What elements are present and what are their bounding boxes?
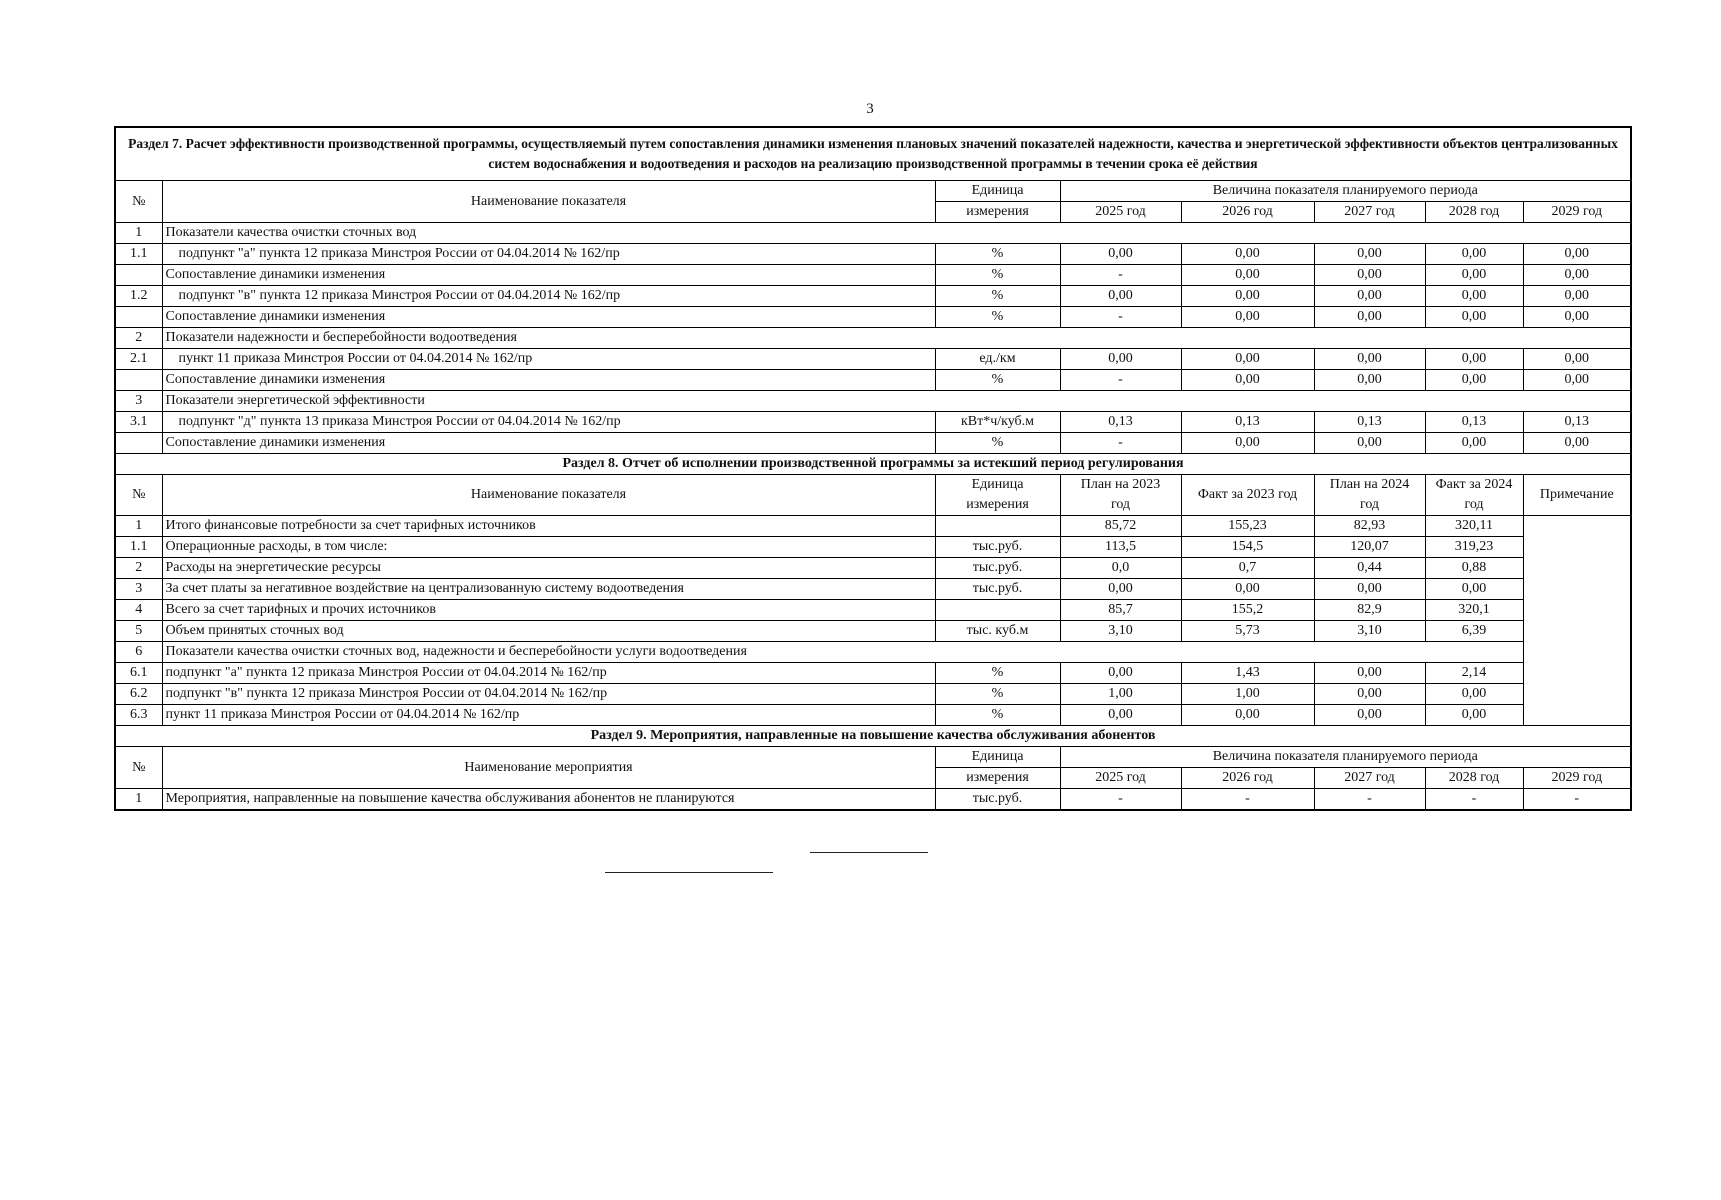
value-cell: 0,00 bbox=[1060, 286, 1181, 307]
unit-cell: % bbox=[935, 705, 1060, 726]
plan-2023-header bbox=[1060, 475, 1181, 516]
col-name-header: Наименование показателя bbox=[162, 475, 935, 516]
row-number: 2 bbox=[115, 328, 162, 349]
indicator-name: Сопоставление динамики изменения bbox=[162, 265, 935, 286]
value-cell: 0,13 bbox=[1425, 412, 1523, 433]
row-number bbox=[115, 433, 162, 454]
row-number bbox=[115, 307, 162, 328]
year-header: 2026 год bbox=[1181, 768, 1314, 789]
unit-header-line1: Единица bbox=[971, 477, 1024, 492]
table-row bbox=[115, 537, 1631, 558]
value-cell: 0,00 bbox=[1523, 433, 1631, 454]
value-cell: 0,00 bbox=[1060, 579, 1181, 600]
page-number: 3 bbox=[866, 101, 874, 117]
year-header: 2025 год bbox=[1060, 768, 1181, 789]
indicator-name: подпункт "а" пункта 12 приказа Минстроя России от 04.04.2014 № 162/пр bbox=[162, 244, 935, 265]
table-row bbox=[115, 600, 1631, 621]
table-row bbox=[115, 621, 1631, 642]
plan-2024-header-line1: План на 2024 bbox=[1329, 477, 1410, 492]
value-cell: 0,00 bbox=[1314, 244, 1425, 265]
year-header: 2025 год bbox=[1060, 202, 1181, 223]
value-cell: 0,00 bbox=[1181, 244, 1314, 265]
value-cell: 0,00 bbox=[1425, 433, 1523, 454]
value-cell: 0,00 bbox=[1314, 370, 1425, 391]
value-cell: 1,00 bbox=[1060, 684, 1181, 705]
table-row bbox=[115, 705, 1631, 726]
unit-cell: % bbox=[935, 663, 1060, 684]
table-row bbox=[115, 370, 1631, 391]
value-cell: 1,43 bbox=[1181, 663, 1314, 684]
col-period-header: Величина показателя планируемого периода bbox=[1060, 181, 1631, 202]
indicator-name: За счет платы за негативное воздействие на централизованную систему водоотведения bbox=[162, 579, 935, 600]
fact-2023-header: Факт за 2023 год bbox=[1181, 475, 1314, 516]
unit-cell bbox=[935, 600, 1060, 621]
unit-cell: кВт*ч/куб.м bbox=[935, 412, 1060, 433]
unit-cell: % bbox=[935, 433, 1060, 454]
value-cell: 120,07 bbox=[1314, 537, 1425, 558]
col-unit-header-line2: измерения bbox=[935, 202, 1060, 223]
value-cell: 0,00 bbox=[1523, 265, 1631, 286]
year-header: 2029 год bbox=[1523, 202, 1631, 223]
section7-rows bbox=[115, 223, 1631, 454]
value-cell: 0,00 bbox=[1425, 370, 1523, 391]
value-cell: 0,00 bbox=[1314, 684, 1425, 705]
table-row bbox=[115, 265, 1631, 286]
indicator-name: Всего за счет тарифных и прочих источников bbox=[162, 600, 935, 621]
group-name: Показатели качества очистки сточных вод, надежности и бесперебойности услуги водоотведения bbox=[162, 642, 1523, 663]
row-number: 6.1 bbox=[115, 663, 162, 684]
plan-2024-header-line2: год bbox=[1359, 497, 1380, 512]
table-row bbox=[115, 789, 1631, 811]
value-cell: - bbox=[1181, 789, 1314, 811]
value-cell: 82,93 bbox=[1314, 516, 1425, 537]
value-cell: 0,13 bbox=[1523, 412, 1631, 433]
unit-cell: тыс.руб. bbox=[935, 558, 1060, 579]
plan-2024-header bbox=[1314, 475, 1425, 516]
note-header: Примечание bbox=[1523, 475, 1631, 516]
row-number: 6.2 bbox=[115, 684, 162, 705]
col-period-header: Величина показателя планируемого периода bbox=[1060, 747, 1631, 768]
unit-cell: % bbox=[935, 370, 1060, 391]
value-cell: 0,00 bbox=[1181, 370, 1314, 391]
group-name: Показатели качества очистки сточных вод bbox=[162, 223, 1631, 244]
row-number: 1 bbox=[115, 223, 162, 244]
section9-title: Раздел 9. Мероприятия, направленные на повышение качества обслуживания абонентов bbox=[115, 726, 1631, 747]
value-cell: 0,00 bbox=[1181, 349, 1314, 370]
value-cell: 320,11 bbox=[1425, 516, 1523, 537]
value-cell: 0,00 bbox=[1425, 244, 1523, 265]
section8 bbox=[115, 454, 1631, 516]
col-unit-header-line1: Единица bbox=[935, 181, 1060, 202]
table-row bbox=[115, 349, 1631, 370]
row-number: 3 bbox=[115, 391, 162, 412]
indicator-name: подпункт "а" пункта 12 приказа Минстроя России от 04.04.2014 № 162/пр bbox=[162, 663, 935, 684]
row-number: 1.1 bbox=[115, 244, 162, 265]
group-name: Показатели энергетической эффективности bbox=[162, 391, 1631, 412]
value-cell: 113,5 bbox=[1060, 537, 1181, 558]
value-cell: 5,73 bbox=[1181, 621, 1314, 642]
section9-rows bbox=[115, 789, 1631, 811]
table-row bbox=[115, 433, 1631, 454]
year-header: 2029 год bbox=[1523, 768, 1631, 789]
table-row bbox=[115, 516, 1631, 537]
value-cell: - bbox=[1060, 789, 1181, 811]
year-header: 2028 год bbox=[1425, 202, 1523, 223]
section8-rows bbox=[115, 516, 1631, 726]
value-cell: 0,13 bbox=[1314, 412, 1425, 433]
indicator-name: подпункт "д" пункта 13 приказа Минстроя России от 04.04.2014 № 162/пр bbox=[162, 412, 935, 433]
table-row bbox=[115, 391, 1631, 412]
table-row bbox=[115, 244, 1631, 265]
value-cell: - bbox=[1523, 789, 1631, 811]
value-cell: 0,88 bbox=[1425, 558, 1523, 579]
value-cell: 0,00 bbox=[1425, 265, 1523, 286]
value-cell: 0,00 bbox=[1314, 579, 1425, 600]
value-cell: - bbox=[1060, 370, 1181, 391]
value-cell: 0,00 bbox=[1181, 433, 1314, 454]
table-row bbox=[115, 558, 1631, 579]
value-cell: 0,00 bbox=[1060, 244, 1181, 265]
year-header: 2028 год bbox=[1425, 768, 1523, 789]
row-number: 1 bbox=[115, 789, 162, 811]
separator-line bbox=[810, 852, 928, 853]
unit-cell: ед./км bbox=[935, 349, 1060, 370]
indicator-name: подпункт "в" пункта 12 приказа Минстроя России от 04.04.2014 № 162/пр bbox=[162, 684, 935, 705]
value-cell: 0,00 bbox=[1523, 286, 1631, 307]
row-number: 4 bbox=[115, 600, 162, 621]
value-cell: 0,00 bbox=[1425, 705, 1523, 726]
table-row bbox=[115, 684, 1631, 705]
year-header: 2027 год bbox=[1314, 768, 1425, 789]
value-cell: - bbox=[1060, 307, 1181, 328]
section9 bbox=[115, 726, 1631, 789]
indicator-name: Объем принятых сточных вод bbox=[162, 621, 935, 642]
row-number: 3.1 bbox=[115, 412, 162, 433]
col-no-header: № bbox=[115, 181, 162, 223]
value-cell: 0,7 bbox=[1181, 558, 1314, 579]
indicator-name: Сопоставление динамики изменения bbox=[162, 433, 935, 454]
row-number: 1.1 bbox=[115, 537, 162, 558]
row-number: 2 bbox=[115, 558, 162, 579]
unit-cell: % bbox=[935, 265, 1060, 286]
value-cell: 319,23 bbox=[1425, 537, 1523, 558]
table-row bbox=[115, 663, 1631, 684]
row-number bbox=[115, 265, 162, 286]
value-cell: 0,00 bbox=[1523, 244, 1631, 265]
separator-line bbox=[605, 872, 773, 873]
indicator-name: Сопоставление динамики изменения bbox=[162, 370, 935, 391]
value-cell: 0,00 bbox=[1425, 684, 1523, 705]
value-cell: 3,10 bbox=[1314, 621, 1425, 642]
value-cell: 3,10 bbox=[1060, 621, 1181, 642]
unit-cell: тыс.руб. bbox=[935, 579, 1060, 600]
document-table bbox=[114, 126, 1632, 811]
value-cell: 1,00 bbox=[1181, 684, 1314, 705]
indicator-name: Операционные расходы, в том числе: bbox=[162, 537, 935, 558]
value-cell: 0,00 bbox=[1181, 579, 1314, 600]
row-number: 2.1 bbox=[115, 349, 162, 370]
unit-cell: тыс.руб. bbox=[935, 537, 1060, 558]
col-name-header: Наименование мероприятия bbox=[162, 747, 935, 789]
value-cell: - bbox=[1060, 265, 1181, 286]
value-cell: 0,00 bbox=[1314, 705, 1425, 726]
row-number: 1 bbox=[115, 516, 162, 537]
fact-2024-header-line2: год bbox=[1464, 497, 1484, 512]
unit-cell: % bbox=[935, 286, 1060, 307]
value-cell: 0,44 bbox=[1314, 558, 1425, 579]
value-cell: 0,00 bbox=[1523, 307, 1631, 328]
section7-title: Раздел 7. Расчет эффективности производственной программы, осуществляемый путем сопоставления динамики изменения плановых значений показателей надежности, качества и энергетической эффективности объектов централизованных систем водоснабжения и водоотведения и расходов на реализацию производственной программы в течении срока её действия bbox=[115, 127, 1631, 181]
year-header: 2027 год bbox=[1314, 202, 1425, 223]
value-cell: 0,00 bbox=[1523, 370, 1631, 391]
value-cell: 0,00 bbox=[1181, 265, 1314, 286]
indicator-name: пункт 11 приказа Минстроя России от 04.04.2014 № 162/пр bbox=[162, 349, 935, 370]
row-number bbox=[115, 370, 162, 391]
table-row bbox=[115, 579, 1631, 600]
unit-cell: % bbox=[935, 244, 1060, 265]
row-number: 6.3 bbox=[115, 705, 162, 726]
fact-2024-header-line1: Факт за 2024 bbox=[1435, 477, 1513, 492]
row-number: 6 bbox=[115, 642, 162, 663]
value-cell: 0,00 bbox=[1314, 265, 1425, 286]
value-cell: 0,00 bbox=[1314, 349, 1425, 370]
value-cell: 0,00 bbox=[1425, 349, 1523, 370]
value-cell: 0,00 bbox=[1314, 433, 1425, 454]
value-cell: 0,0 bbox=[1060, 558, 1181, 579]
value-cell: 0,00 bbox=[1060, 349, 1181, 370]
table-row bbox=[115, 286, 1631, 307]
indicator-name: Сопоставление динамики изменения bbox=[162, 307, 935, 328]
value-cell: 0,00 bbox=[1425, 579, 1523, 600]
value-cell: - bbox=[1425, 789, 1523, 811]
value-cell: - bbox=[1314, 789, 1425, 811]
col-unit-header bbox=[935, 475, 1060, 516]
value-cell: 0,00 bbox=[1181, 307, 1314, 328]
value-cell: 0,13 bbox=[1181, 412, 1314, 433]
col-no-header: № bbox=[115, 475, 162, 516]
value-cell: - bbox=[1060, 433, 1181, 454]
table-row bbox=[115, 223, 1631, 244]
group-name: Показатели надежности и бесперебойности водоотведения bbox=[162, 328, 1631, 349]
value-cell: 0,00 bbox=[1425, 307, 1523, 328]
value-cell: 0,00 bbox=[1314, 663, 1425, 684]
value-cell: 0,13 bbox=[1060, 412, 1181, 433]
row-number: 3 bbox=[115, 579, 162, 600]
value-cell: 0,00 bbox=[1425, 286, 1523, 307]
value-cell: 155,2 bbox=[1181, 600, 1314, 621]
indicator-name: Мероприятия, направленные на повышение качества обслуживания абонентов не планируются bbox=[162, 789, 935, 811]
plan-2023-header-line2: год bbox=[1110, 497, 1131, 512]
value-cell: 0,00 bbox=[1181, 286, 1314, 307]
fact-2024-header bbox=[1425, 475, 1523, 516]
value-cell: 320,1 bbox=[1425, 600, 1523, 621]
table-row bbox=[115, 412, 1631, 433]
value-cell: 0,00 bbox=[1060, 663, 1181, 684]
value-cell: 154,5 bbox=[1181, 537, 1314, 558]
value-cell: 82,9 bbox=[1314, 600, 1425, 621]
table-row bbox=[115, 642, 1631, 663]
indicator-name: пункт 11 приказа Минстроя России от 04.04.2014 № 162/пр bbox=[162, 705, 935, 726]
table-row bbox=[115, 307, 1631, 328]
year-header: 2026 год bbox=[1181, 202, 1314, 223]
section7 bbox=[115, 127, 1631, 223]
unit-header-line2: измерения bbox=[966, 497, 1029, 512]
unit-cell: % bbox=[935, 307, 1060, 328]
value-cell: 155,23 bbox=[1181, 516, 1314, 537]
col-name-header: Наименование показателя bbox=[162, 181, 935, 223]
unit-cell: % bbox=[935, 684, 1060, 705]
row-number: 1.2 bbox=[115, 286, 162, 307]
col-unit-header-line1: Единица bbox=[935, 747, 1060, 768]
value-cell: 0,00 bbox=[1060, 705, 1181, 726]
indicator-name: Итого финансовые потребности за счет тарифных источников bbox=[162, 516, 935, 537]
value-cell: 85,72 bbox=[1060, 516, 1181, 537]
row-number: 5 bbox=[115, 621, 162, 642]
value-cell: 2,14 bbox=[1425, 663, 1523, 684]
col-no-header: № bbox=[115, 747, 162, 789]
unit-cell: тыс.руб. bbox=[935, 789, 1060, 811]
section8-title: Раздел 8. Отчет об исполнении производственной программы за истекший период регулирования bbox=[115, 454, 1631, 475]
value-cell: 0,00 bbox=[1523, 349, 1631, 370]
unit-cell: тыс. куб.м bbox=[935, 621, 1060, 642]
col-unit-header-line2: измерения bbox=[935, 768, 1060, 789]
value-cell: 6,39 bbox=[1425, 621, 1523, 642]
table-row bbox=[115, 328, 1631, 349]
unit-cell bbox=[935, 516, 1060, 537]
value-cell: 0,00 bbox=[1314, 307, 1425, 328]
value-cell: 0,00 bbox=[1181, 705, 1314, 726]
value-cell: 0,00 bbox=[1314, 286, 1425, 307]
note-cell bbox=[1523, 516, 1631, 726]
indicator-name: Расходы на энергетические ресурсы bbox=[162, 558, 935, 579]
value-cell: 85,7 bbox=[1060, 600, 1181, 621]
indicator-name: подпункт "в" пункта 12 приказа Минстроя России от 04.04.2014 № 162/пр bbox=[162, 286, 935, 307]
plan-2023-header-line1: План на 2023 bbox=[1080, 477, 1161, 492]
